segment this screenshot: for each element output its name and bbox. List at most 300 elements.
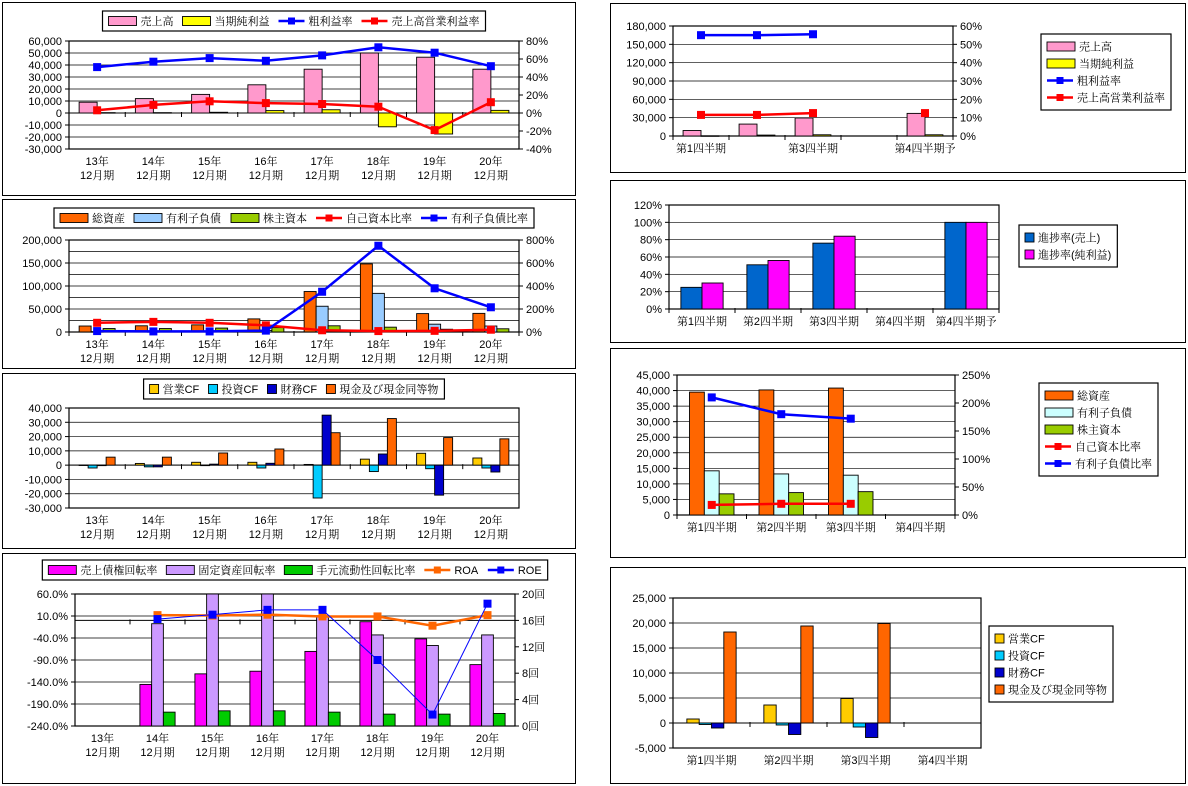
legend <box>1041 34 1171 110</box>
svg-text:12月期: 12月期 <box>417 353 452 365</box>
data-marker <box>93 106 101 114</box>
svg-text:売上高営業利益率: 売上高営業利益率 <box>1077 92 1165 105</box>
data-marker <box>318 100 326 108</box>
svg-text:17年: 17年 <box>310 156 334 168</box>
legend-swatch <box>183 17 211 26</box>
svg-text:-90.0%: -90.0% <box>33 655 68 667</box>
svg-text:14年: 14年 <box>141 515 165 527</box>
svg-text:20,000: 20,000 <box>28 84 62 96</box>
svg-text:当期純利益: 当期純利益 <box>214 16 270 28</box>
svg-text:第3四半期: 第3四半期 <box>825 522 876 534</box>
svg-text:12回: 12回 <box>522 641 546 654</box>
svg-text:12月期: 12月期 <box>192 353 227 365</box>
data-marker <box>753 111 761 119</box>
legend-swatch <box>995 668 1004 677</box>
legend-marker <box>1055 443 1062 450</box>
svg-text:12月期: 12月期 <box>192 529 227 541</box>
svg-text:200%: 200% <box>962 398 991 410</box>
svg-text:20回: 20回 <box>522 589 546 601</box>
svg-text:80%: 80% <box>526 36 549 48</box>
svg-text:第2四半期: 第2四半期 <box>763 755 814 767</box>
svg-text:投資CF: 投資CF <box>221 384 259 396</box>
svg-text:12月期: 12月期 <box>305 529 340 541</box>
data-marker <box>374 43 382 51</box>
data-marker <box>487 303 495 311</box>
chart-annual-cashflow <box>2 373 576 549</box>
svg-text:18年: 18年 <box>366 515 390 527</box>
svg-text:60,000: 60,000 <box>28 36 62 48</box>
svg-text:12月期: 12月期 <box>248 170 283 182</box>
svg-text:12月期: 12月期 <box>80 529 115 541</box>
svg-text:第1四半期: 第1四半期 <box>675 143 727 155</box>
data-marker <box>809 30 817 38</box>
svg-text:40%: 40% <box>639 269 662 282</box>
svg-text:20%: 20% <box>960 94 983 107</box>
chart-quarterly-sales-profit <box>610 3 1186 173</box>
legend-swatch <box>995 651 1004 660</box>
svg-text:20年: 20年 <box>479 156 503 168</box>
legend-swatch <box>284 566 312 575</box>
svg-text:0: 0 <box>55 460 62 473</box>
svg-text:株主資本: 株主資本 <box>1077 424 1121 437</box>
svg-text:-40%: -40% <box>526 144 552 156</box>
data-marker <box>149 58 157 66</box>
svg-text:12月期: 12月期 <box>136 529 171 541</box>
data-marker <box>847 415 855 423</box>
svg-text:100,000: 100,000 <box>22 281 62 293</box>
legend <box>989 626 1113 702</box>
svg-text:0: 0 <box>55 327 62 339</box>
svg-text:12月期: 12月期 <box>140 747 175 759</box>
svg-text:-40.0%: -40.0% <box>33 633 68 645</box>
svg-text:120%: 120% <box>633 200 662 212</box>
svg-text:50%: 50% <box>962 482 985 494</box>
svg-text:0%: 0% <box>962 510 978 522</box>
svg-text:進捗率(純利益): 進捗率(純利益) <box>1038 249 1112 262</box>
svg-text:12月期: 12月期 <box>473 353 508 365</box>
data-marker <box>209 611 217 619</box>
svg-text:120,000: 120,000 <box>626 57 666 70</box>
data-marker <box>431 49 439 57</box>
svg-text:20年: 20年 <box>479 339 503 351</box>
data-marker <box>374 327 382 335</box>
data-marker <box>809 109 817 117</box>
svg-text:19年: 19年 <box>423 515 447 527</box>
svg-text:-240.0%: -240.0% <box>27 721 68 733</box>
svg-text:手元流動性回転比率: 手元流動性回転比率 <box>316 565 416 577</box>
chart-annual-turnover-roa-roe <box>2 553 576 784</box>
data-marker <box>93 63 101 71</box>
data-marker <box>847 500 855 508</box>
svg-text:12月期: 12月期 <box>305 353 340 365</box>
legend-marker <box>371 18 378 25</box>
svg-text:第4四半期予: 第4四半期予 <box>894 143 956 155</box>
svg-text:12月期: 12月期 <box>417 170 452 182</box>
svg-text:株主資本: 株主資本 <box>262 213 307 225</box>
svg-text:営業CF: 営業CF <box>1008 633 1045 646</box>
svg-text:自己資本比率: 自己資本比率 <box>1075 441 1141 454</box>
svg-text:20,000: 20,000 <box>28 431 62 444</box>
chart-quarterly-cashflow <box>610 567 1186 784</box>
svg-text:有利子負債: 有利子負債 <box>1077 407 1132 420</box>
svg-text:当期純利益: 当期純利益 <box>1079 58 1134 71</box>
data-marker <box>697 111 705 119</box>
svg-text:自己資本比率: 自己資本比率 <box>345 213 412 225</box>
chart-quarterly-progress-canvas <box>611 181 1185 342</box>
svg-text:60%: 60% <box>639 252 662 264</box>
svg-text:12月期: 12月期 <box>361 529 396 541</box>
svg-text:12月期: 12月期 <box>305 170 340 182</box>
svg-text:-10,000: -10,000 <box>24 120 62 132</box>
data-marker <box>154 615 162 623</box>
legend-marker <box>497 567 504 574</box>
legend-swatch <box>1045 425 1073 434</box>
chart-annual-balance-sheet-canvas <box>3 200 575 368</box>
legend <box>103 11 486 31</box>
svg-text:13年: 13年 <box>85 515 109 527</box>
svg-text:12月期: 12月期 <box>470 747 505 759</box>
svg-text:12月期: 12月期 <box>473 170 508 182</box>
chart-quarterly-balance-sheet <box>610 348 1186 558</box>
svg-text:20年: 20年 <box>475 733 500 745</box>
svg-text:12月期: 12月期 <box>136 353 171 365</box>
svg-text:総資産: 総資産 <box>1077 390 1110 403</box>
svg-text:180,000: 180,000 <box>626 21 666 33</box>
legend-swatch <box>231 214 259 223</box>
data-marker <box>753 31 761 39</box>
chart-annual-sales-profit-canvas <box>3 3 575 195</box>
data-marker <box>921 109 929 117</box>
svg-text:40%: 40% <box>960 57 983 70</box>
svg-text:19年: 19年 <box>420 733 445 745</box>
svg-text:45,000: 45,000 <box>636 370 670 382</box>
svg-text:営業CF: 営業CF <box>162 384 200 396</box>
chart-annual-balance-sheet <box>2 199 576 369</box>
legend-swatch <box>1047 59 1075 68</box>
svg-text:15年: 15年 <box>198 339 222 351</box>
svg-text:100%: 100% <box>633 217 662 230</box>
svg-text:12月期: 12月期 <box>415 747 450 759</box>
svg-text:12月期: 12月期 <box>361 353 396 365</box>
data-marker <box>149 318 157 326</box>
svg-text:30,000: 30,000 <box>28 72 62 84</box>
svg-text:10,000: 10,000 <box>28 445 62 458</box>
svg-text:12月期: 12月期 <box>248 353 283 365</box>
svg-text:30,000: 30,000 <box>28 417 62 430</box>
svg-text:第1四半期: 第1四半期 <box>676 316 728 328</box>
svg-text:15,000: 15,000 <box>636 463 670 476</box>
data-marker <box>262 99 270 107</box>
legend-swatch <box>1025 233 1034 242</box>
svg-text:15年: 15年 <box>198 156 222 168</box>
svg-text:30,000: 30,000 <box>636 416 670 429</box>
svg-text:第4四半期: 第4四半期 <box>895 522 946 534</box>
svg-text:10,000: 10,000 <box>28 96 62 108</box>
legend-swatch <box>326 385 335 394</box>
data-marker <box>429 711 437 719</box>
svg-text:第4四半期: 第4四半期 <box>874 316 926 328</box>
data-marker <box>149 327 157 335</box>
chart-quarterly-balance-sheet-canvas <box>611 349 1185 557</box>
svg-text:粗利益率: 粗利益率 <box>308 16 353 28</box>
svg-text:進捗率(売上): 進捗率(売上) <box>1038 232 1101 245</box>
svg-text:売上高: 売上高 <box>140 16 174 28</box>
svg-text:10,000: 10,000 <box>632 668 666 680</box>
svg-text:12月期: 12月期 <box>195 747 230 759</box>
legend-swatch <box>166 566 194 575</box>
svg-text:17年: 17年 <box>310 515 334 527</box>
legend-swatch <box>995 685 1004 694</box>
svg-text:60%: 60% <box>960 21 983 33</box>
legend-swatch <box>1045 391 1073 400</box>
svg-text:-20,000: -20,000 <box>24 488 62 501</box>
svg-text:10.0%: 10.0% <box>36 611 68 623</box>
svg-text:粗利益率: 粗利益率 <box>1077 75 1121 88</box>
svg-text:有利子負債比率: 有利子負債比率 <box>450 213 528 225</box>
svg-text:250%: 250% <box>962 370 991 382</box>
data-marker <box>431 327 439 335</box>
data-marker <box>206 54 214 62</box>
svg-text:16回: 16回 <box>522 615 546 628</box>
legend-marker <box>1057 77 1064 84</box>
data-marker <box>708 393 716 401</box>
svg-text:80%: 80% <box>639 234 662 247</box>
legend-marker <box>1057 94 1064 101</box>
svg-text:18年: 18年 <box>366 156 390 168</box>
svg-text:30,000: 30,000 <box>632 112 666 125</box>
svg-text:8回: 8回 <box>522 668 540 681</box>
legend-swatch <box>209 385 218 394</box>
svg-text:12月期: 12月期 <box>248 529 283 541</box>
legend-marker <box>434 567 441 574</box>
svg-text:12月期: 12月期 <box>250 747 285 759</box>
svg-text:18年: 18年 <box>365 733 390 745</box>
svg-text:12月期: 12月期 <box>473 529 508 541</box>
svg-text:40,000: 40,000 <box>636 385 670 398</box>
legend <box>54 208 534 228</box>
legend <box>42 560 547 580</box>
svg-text:16年: 16年 <box>254 156 278 168</box>
data-marker <box>149 101 157 109</box>
data-marker <box>319 606 327 614</box>
svg-text:第1四半期: 第1四半期 <box>686 522 737 534</box>
legend-swatch <box>1047 42 1075 51</box>
svg-text:有利子負債比率: 有利子負債比率 <box>1075 458 1152 471</box>
svg-text:固定資産回転率: 固定資産回転率 <box>198 565 276 577</box>
data-marker <box>374 103 382 111</box>
legend <box>1019 225 1117 267</box>
data-marker <box>777 410 785 418</box>
svg-text:13年: 13年 <box>90 733 115 745</box>
data-marker <box>206 97 214 105</box>
svg-text:0%: 0% <box>526 327 542 339</box>
data-marker <box>487 62 495 70</box>
svg-text:16年: 16年 <box>254 339 278 351</box>
svg-text:600%: 600% <box>526 258 555 270</box>
svg-text:100%: 100% <box>962 454 991 466</box>
svg-text:-30,000: -30,000 <box>24 144 62 156</box>
svg-text:400%: 400% <box>526 281 555 293</box>
svg-text:0: 0 <box>659 718 666 730</box>
svg-text:12月期: 12月期 <box>192 170 227 182</box>
legend-swatch <box>109 17 137 26</box>
svg-text:-20,000: -20,000 <box>24 132 62 144</box>
svg-text:第4四半期: 第4四半期 <box>917 755 968 767</box>
svg-text:150,000: 150,000 <box>626 39 666 52</box>
svg-text:0: 0 <box>55 108 62 120</box>
svg-text:20%: 20% <box>526 90 549 102</box>
svg-text:18年: 18年 <box>366 339 390 351</box>
svg-text:財務CF: 財務CF <box>1008 667 1045 680</box>
data-marker <box>374 656 382 664</box>
svg-text:第2四半期: 第2四半期 <box>742 316 794 328</box>
legend-marker <box>288 18 295 25</box>
svg-text:-5,000: -5,000 <box>634 743 666 755</box>
legend-swatch <box>60 214 88 223</box>
svg-text:150,000: 150,000 <box>22 258 62 270</box>
data-marker <box>487 98 495 106</box>
svg-text:10,000: 10,000 <box>636 478 670 491</box>
svg-text:投資CF: 投資CF <box>1008 650 1045 663</box>
data-marker <box>431 284 439 292</box>
svg-text:12月期: 12月期 <box>361 170 396 182</box>
data-marker <box>318 326 326 334</box>
legend <box>144 379 445 399</box>
svg-text:25,000: 25,000 <box>632 593 666 605</box>
svg-text:ROA: ROA <box>454 565 479 577</box>
data-marker <box>262 327 270 335</box>
svg-text:0%: 0% <box>526 108 542 120</box>
svg-text:20年: 20年 <box>479 515 503 527</box>
svg-text:200,000: 200,000 <box>22 235 62 247</box>
svg-text:売上債権回転率: 売上債権回転率 <box>80 565 158 577</box>
svg-text:-30,000: -30,000 <box>24 503 62 515</box>
chart-annual-cashflow-canvas <box>3 374 575 548</box>
data-marker <box>487 326 495 334</box>
svg-text:13年: 13年 <box>85 156 109 168</box>
svg-text:12月期: 12月期 <box>80 170 115 182</box>
legend-swatch <box>267 385 276 394</box>
svg-text:50%: 50% <box>960 39 983 52</box>
legend-swatch <box>1045 408 1073 417</box>
svg-text:25,000: 25,000 <box>636 432 670 445</box>
svg-text:20,000: 20,000 <box>636 447 670 460</box>
svg-text:14年: 14年 <box>145 733 170 745</box>
svg-text:14年: 14年 <box>141 156 165 168</box>
svg-text:800%: 800% <box>526 235 555 247</box>
legend-swatch <box>1025 250 1034 259</box>
legend-swatch <box>150 385 159 394</box>
data-marker <box>264 606 272 614</box>
chart-annual-turnover-roa-roe-canvas <box>3 554 575 783</box>
svg-text:60.0%: 60.0% <box>36 589 68 601</box>
svg-text:20%: 20% <box>639 286 662 299</box>
data-marker <box>318 288 326 296</box>
data-marker <box>374 242 382 250</box>
svg-text:12月期: 12月期 <box>85 747 120 759</box>
svg-text:40,000: 40,000 <box>28 60 62 72</box>
svg-text:現金及び現金同等物: 現金及び現金同等物 <box>1008 684 1107 697</box>
chart-quarterly-sales-profit-canvas <box>611 4 1185 172</box>
svg-text:0%: 0% <box>960 131 976 143</box>
data-marker <box>431 126 439 134</box>
svg-text:第4四半期予: 第4四半期予 <box>935 316 997 328</box>
svg-text:19年: 19年 <box>423 339 447 351</box>
legend-marker <box>1055 460 1062 467</box>
legend <box>1039 383 1158 476</box>
svg-text:60%: 60% <box>526 54 549 66</box>
data-marker <box>484 611 492 619</box>
data-marker <box>484 600 492 608</box>
svg-text:200%: 200% <box>526 304 555 316</box>
svg-text:売上高: 売上高 <box>1079 41 1112 54</box>
svg-text:12月期: 12月期 <box>360 747 395 759</box>
svg-text:20,000: 20,000 <box>632 618 666 630</box>
svg-text:15年: 15年 <box>200 733 225 745</box>
svg-text:30%: 30% <box>960 76 983 88</box>
chart-quarterly-progress <box>610 180 1186 343</box>
data-marker <box>374 612 382 620</box>
svg-text:有利子負債: 有利子負債 <box>166 213 222 225</box>
svg-text:現金及び現金同等物: 現金及び現金同等物 <box>339 384 439 396</box>
chart-quarterly-cashflow-canvas <box>611 568 1185 783</box>
svg-text:第3四半期: 第3四半期 <box>808 316 860 328</box>
svg-text:90,000: 90,000 <box>632 76 666 88</box>
svg-text:35,000: 35,000 <box>636 401 670 414</box>
svg-text:12月期: 12月期 <box>417 529 452 541</box>
svg-text:12月期: 12月期 <box>136 170 171 182</box>
svg-text:15,000: 15,000 <box>632 643 666 655</box>
data-marker <box>93 327 101 335</box>
svg-text:40%: 40% <box>526 72 549 84</box>
legend-swatch <box>134 214 162 223</box>
svg-text:50,000: 50,000 <box>28 48 62 60</box>
legend-marker <box>430 215 437 222</box>
svg-text:50,000: 50,000 <box>28 304 62 316</box>
svg-text:5,000: 5,000 <box>638 693 666 705</box>
svg-text:総資産: 総資産 <box>92 213 126 225</box>
svg-text:-20%: -20% <box>526 126 552 138</box>
svg-text:12月期: 12月期 <box>305 747 340 759</box>
svg-text:0%: 0% <box>646 304 662 316</box>
svg-text:60,000: 60,000 <box>632 94 666 107</box>
svg-text:-10,000: -10,000 <box>24 474 62 487</box>
svg-text:5,000: 5,000 <box>642 494 670 507</box>
svg-text:第3四半期: 第3四半期 <box>840 755 891 767</box>
svg-text:4回: 4回 <box>522 694 540 707</box>
svg-text:13年: 13年 <box>85 339 109 351</box>
svg-text:12月期: 12月期 <box>80 353 115 365</box>
data-marker <box>318 51 326 59</box>
data-marker <box>697 31 705 39</box>
data-marker <box>93 319 101 327</box>
data-marker <box>708 501 716 509</box>
svg-text:0: 0 <box>659 131 666 143</box>
legend-swatch <box>48 566 76 575</box>
data-marker <box>429 622 437 630</box>
data-marker <box>206 319 214 327</box>
svg-text:財務CF: 財務CF <box>280 384 318 396</box>
legend-marker <box>325 215 332 222</box>
chart-annual-sales-profit <box>2 2 576 196</box>
svg-text:16年: 16年 <box>254 515 278 527</box>
svg-text:17年: 17年 <box>310 339 334 351</box>
svg-text:10%: 10% <box>960 112 983 125</box>
svg-text:14年: 14年 <box>141 339 165 351</box>
svg-text:40,000: 40,000 <box>28 403 62 415</box>
svg-text:19年: 19年 <box>423 156 447 168</box>
svg-text:売上高営業利益率: 売上高営業利益率 <box>391 16 480 28</box>
